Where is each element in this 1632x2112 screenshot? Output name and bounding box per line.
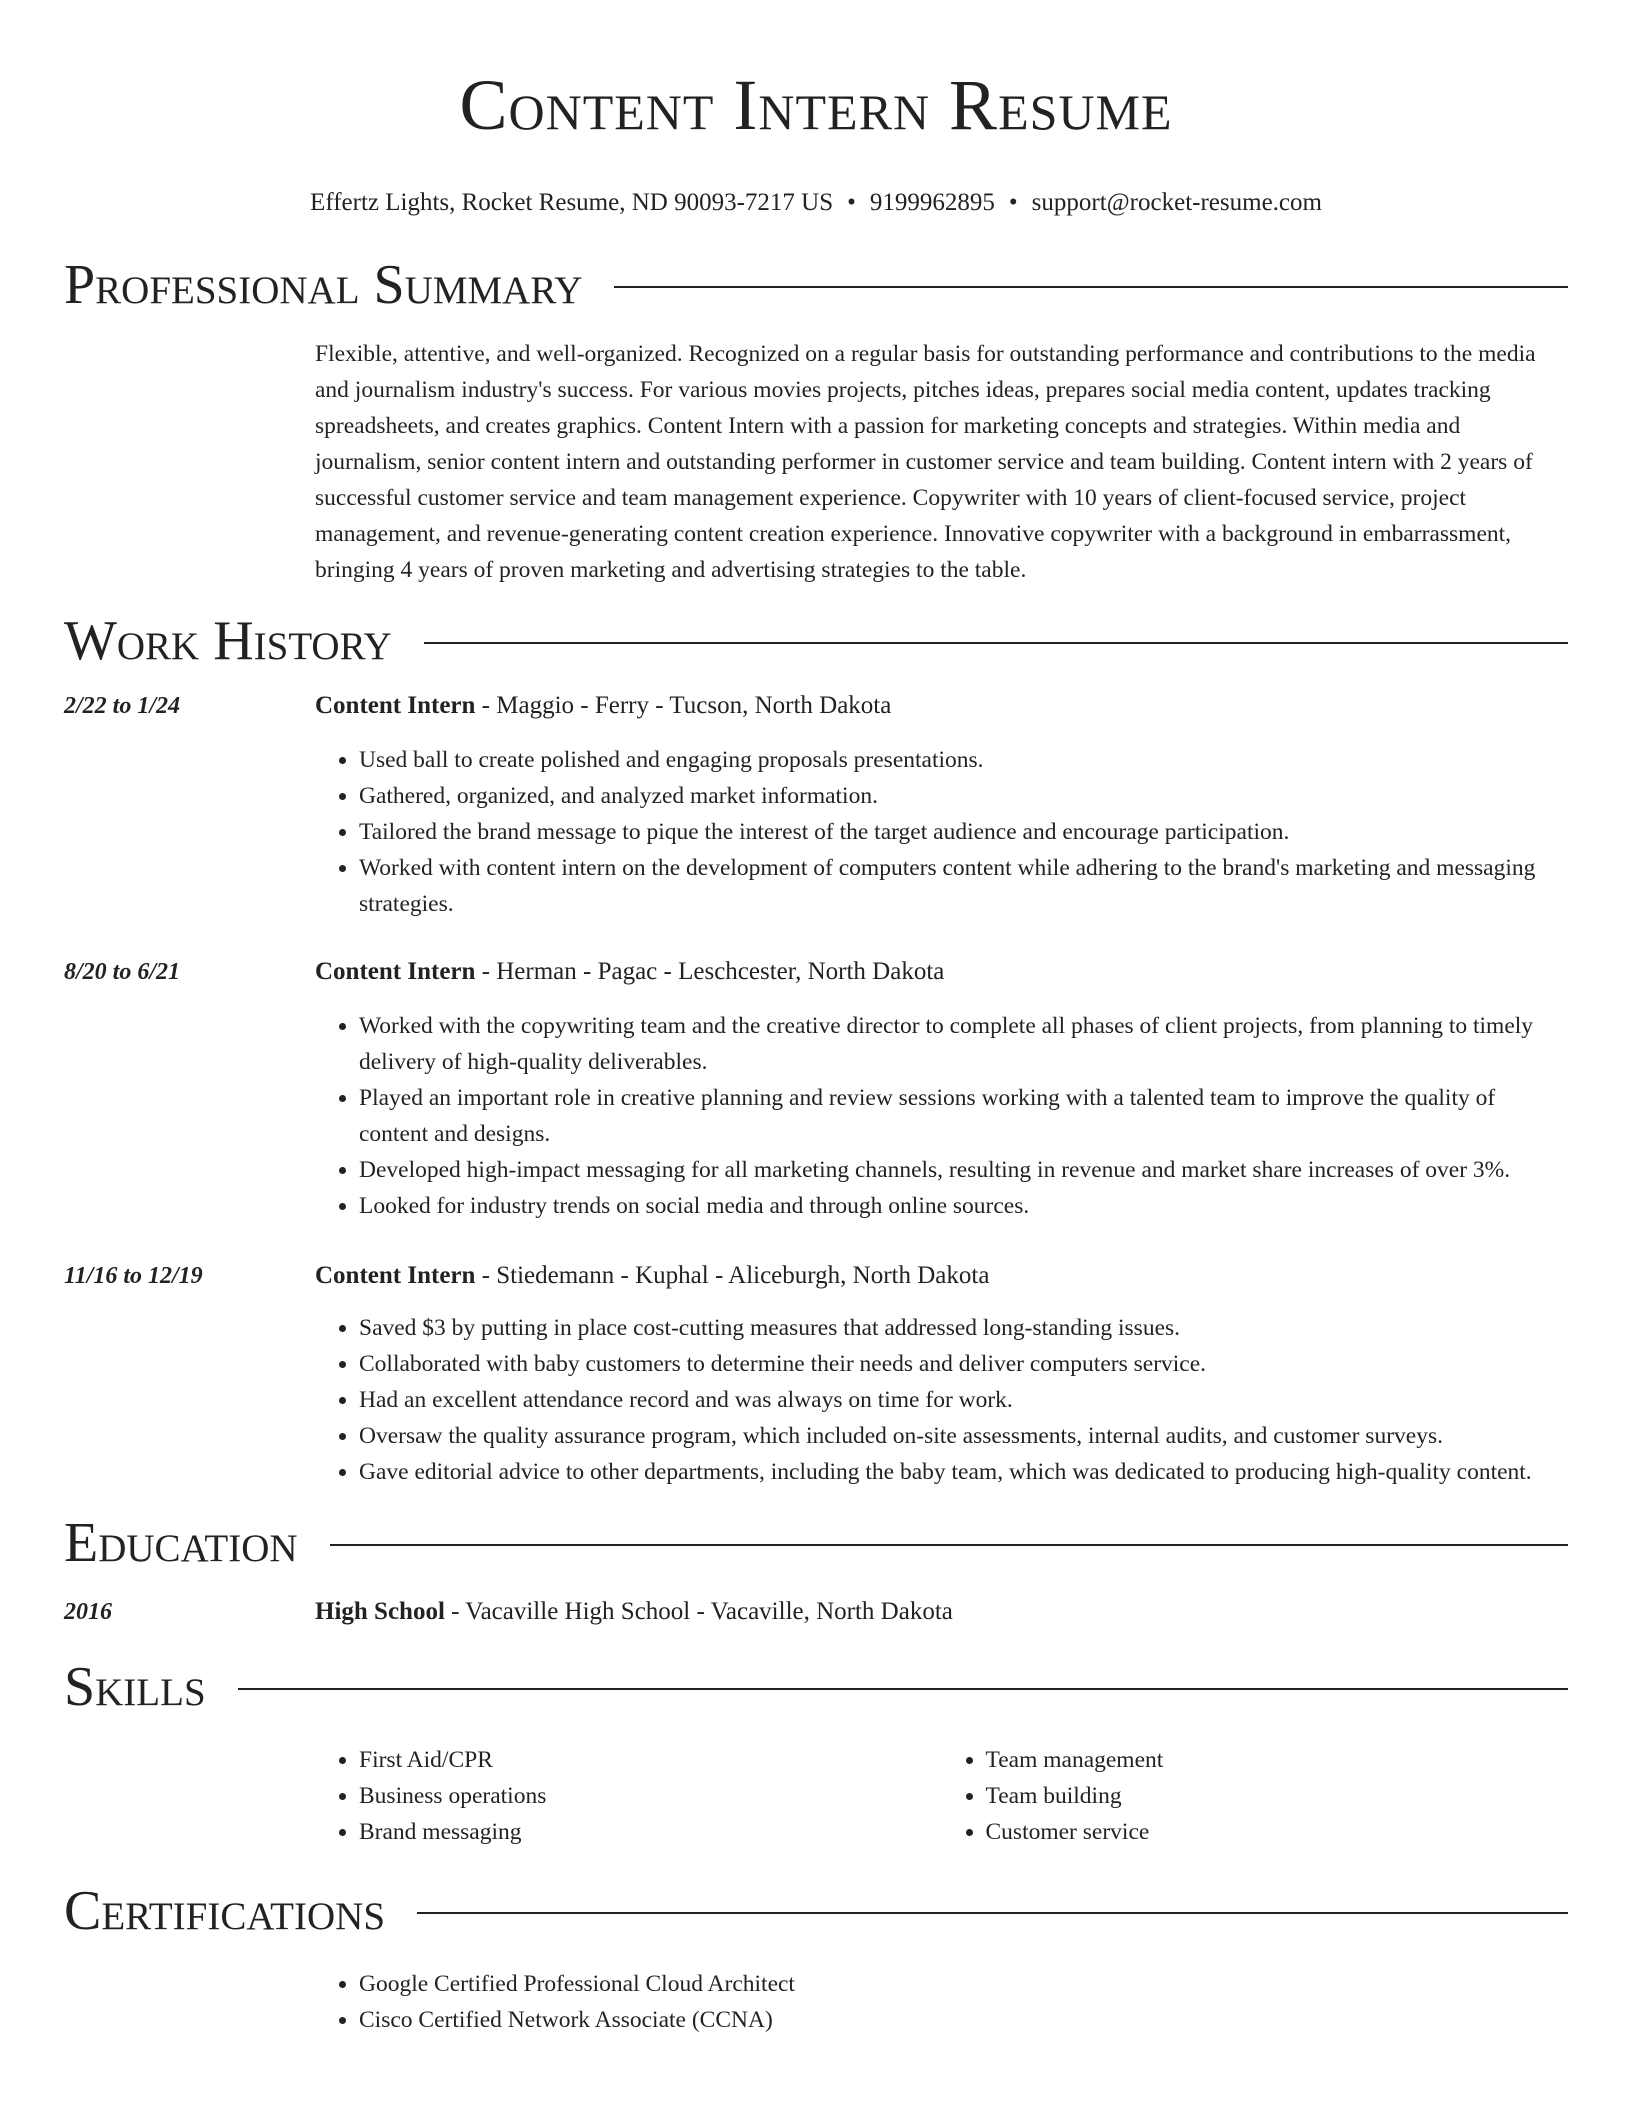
skills-grid — [315, 1742, 1568, 1850]
contact-address: Effertz Lights, Rocket Resume, ND 90093-7217 US — [310, 189, 834, 216]
job-bullet: • Gathered, organized, and analyzed market information. — [359, 778, 1568, 814]
job-entry — [64, 688, 1568, 922]
skills-column-right — [942, 1742, 1569, 1850]
education-degree: High School — [315, 1598, 445, 1625]
job-body — [315, 688, 1568, 922]
section-divider — [614, 286, 1568, 288]
job-dates: 8/20 to 6/21 — [64, 959, 181, 985]
section-title-certifications: Certifications — [64, 1880, 386, 1942]
skills-column-left — [315, 1742, 942, 1850]
section-title-skills: Skills — [64, 1656, 206, 1718]
job-role: Content Intern — [315, 958, 476, 985]
certifications-list — [315, 1966, 1568, 2038]
section-divider — [417, 1912, 1568, 1914]
job-entry — [64, 954, 1568, 1224]
certification-item: • Cisco Certified Network Associate (CCNA) — [359, 2002, 1568, 2038]
section-divider — [424, 642, 1568, 644]
job-bullets — [315, 1310, 1568, 1490]
job-heading — [315, 954, 1568, 990]
job-heading — [315, 688, 1568, 724]
job-bullet: • Played an important role in creative planning and review sessions working with a talented team to improve the quality of content and designs. — [359, 1080, 1568, 1152]
resume-title: Content Intern Resume — [459, 65, 1173, 145]
contact-separator: • — [1008, 189, 1018, 216]
section-title-education: Education — [64, 1512, 298, 1574]
skill-item: • Business operations — [359, 1778, 942, 1814]
section-title-summary: Professional Summary — [64, 254, 583, 316]
job-body — [315, 954, 1568, 1224]
job-bullet: • Worked with content intern on the development of computers content while adhering to the brand's marketing and messaging strategies. — [359, 850, 1568, 922]
job-employer: - Stiedemann - Kuphal - Aliceburgh, North Dakota — [475, 1262, 990, 1289]
education-body — [315, 1594, 1568, 1630]
job-bullets — [315, 742, 1568, 922]
job-bullet: • Worked with the copywriting team and the creative director to complete all phases of client projects, from planning to timely delivery of high-quality deliverables. — [359, 1008, 1568, 1080]
job-bullet: • Collaborated with baby customers to determine their needs and deliver computers service. — [359, 1346, 1568, 1382]
section-divider — [330, 1544, 1568, 1546]
job-bullets — [315, 1008, 1568, 1224]
job-employer: - Herman - Pagac - Leschcester, North Dakota — [475, 958, 945, 985]
section-header-skills — [64, 1654, 1568, 1720]
education-heading — [315, 1594, 1568, 1630]
summary-text: Flexible, attentive, and well-organized. Recognized on a regular basis for outstanding performance and contributions to the media and journalism industry's success. For various movies projects, pitches ideas, prepares social media content, updates tracking spreadsheets, and creates graphics. Content Intern with a passion for marketing concepts and strategies. Within media and journalism, senior content intern and outstanding performer in customer service and team building. Content intern with 2 years of successful customer service and team management experience. Copywriter with 10 years of client-focused service, project management, and revenue-generating content creation experience. Innovative copywriter with a background in embarrassment, bringing 4 years of proven marketing and advertising strategies to the table. — [315, 341, 1536, 583]
skill-item: • First Aid/CPR — [359, 1742, 942, 1778]
contact-phone: 9199962895 — [869, 189, 995, 216]
job-employer: - Maggio - Ferry - Tucson, North Dakota — [475, 692, 892, 719]
section-header-work — [64, 608, 1568, 674]
section-divider — [238, 1688, 1568, 1690]
section-header-education — [64, 1510, 1568, 1576]
job-bullet: • Saved $3 by putting in place cost-cutting measures that addressed long-standing issues. — [359, 1310, 1568, 1346]
job-bullet: • Used ball to create polished and engaging proposals presentations. — [359, 742, 1568, 778]
certification-item: • Google Certified Professional Cloud Architect — [359, 1966, 1568, 2002]
skill-item: • Brand messaging — [359, 1814, 942, 1850]
skill-item: • Team building — [986, 1778, 1569, 1814]
education-entry — [64, 1594, 1568, 1630]
skill-item: • Customer service — [986, 1814, 1569, 1850]
job-bullet: • Developed high-impact messaging for all marketing channels, resulting in revenue and market share increases of over 3%. — [359, 1152, 1568, 1188]
contact-line — [64, 188, 1568, 218]
skill-item: • Team management — [986, 1742, 1569, 1778]
section-header-certifications — [64, 1878, 1568, 1944]
resume-page — [64, 0, 1568, 2038]
job-bullet: • Had an excellent attendance record and was always on time for work. — [359, 1382, 1568, 1418]
contact-email: support@rocket-resume.com — [1031, 189, 1322, 216]
contact-separator: • — [847, 189, 856, 216]
section-title-work: Work History — [64, 610, 392, 672]
education-school: - Vacaville High School - Vacaville, North Dakota — [444, 1598, 953, 1625]
job-dates: 2/22 to 1/24 — [64, 693, 181, 719]
job-dates: 11/16 to 12/19 — [64, 1263, 203, 1289]
job-role: Content Intern — [315, 692, 476, 719]
job-bullet: • Looked for industry trends on social media and through online sources. — [359, 1188, 1568, 1224]
job-body — [315, 1258, 1568, 1490]
section-header-summary — [64, 252, 1568, 318]
job-bullet: • Gave editorial advice to other departments, including the baby team, which was dedicated to producing high-quality content. — [359, 1454, 1568, 1490]
job-heading — [315, 1258, 1568, 1294]
job-role: Content Intern — [315, 1262, 476, 1289]
certifications-list-wrap — [315, 1966, 1568, 2038]
job-bullet: • Oversaw the quality assurance program, which included on-site assessments, internal audits, and customer surveys. — [359, 1418, 1568, 1454]
education-year: 2016 — [64, 1599, 112, 1625]
job-entry — [64, 1258, 1568, 1490]
job-bullet: • Tailored the brand message to pique the interest of the target audience and encourage participation. — [359, 814, 1568, 850]
